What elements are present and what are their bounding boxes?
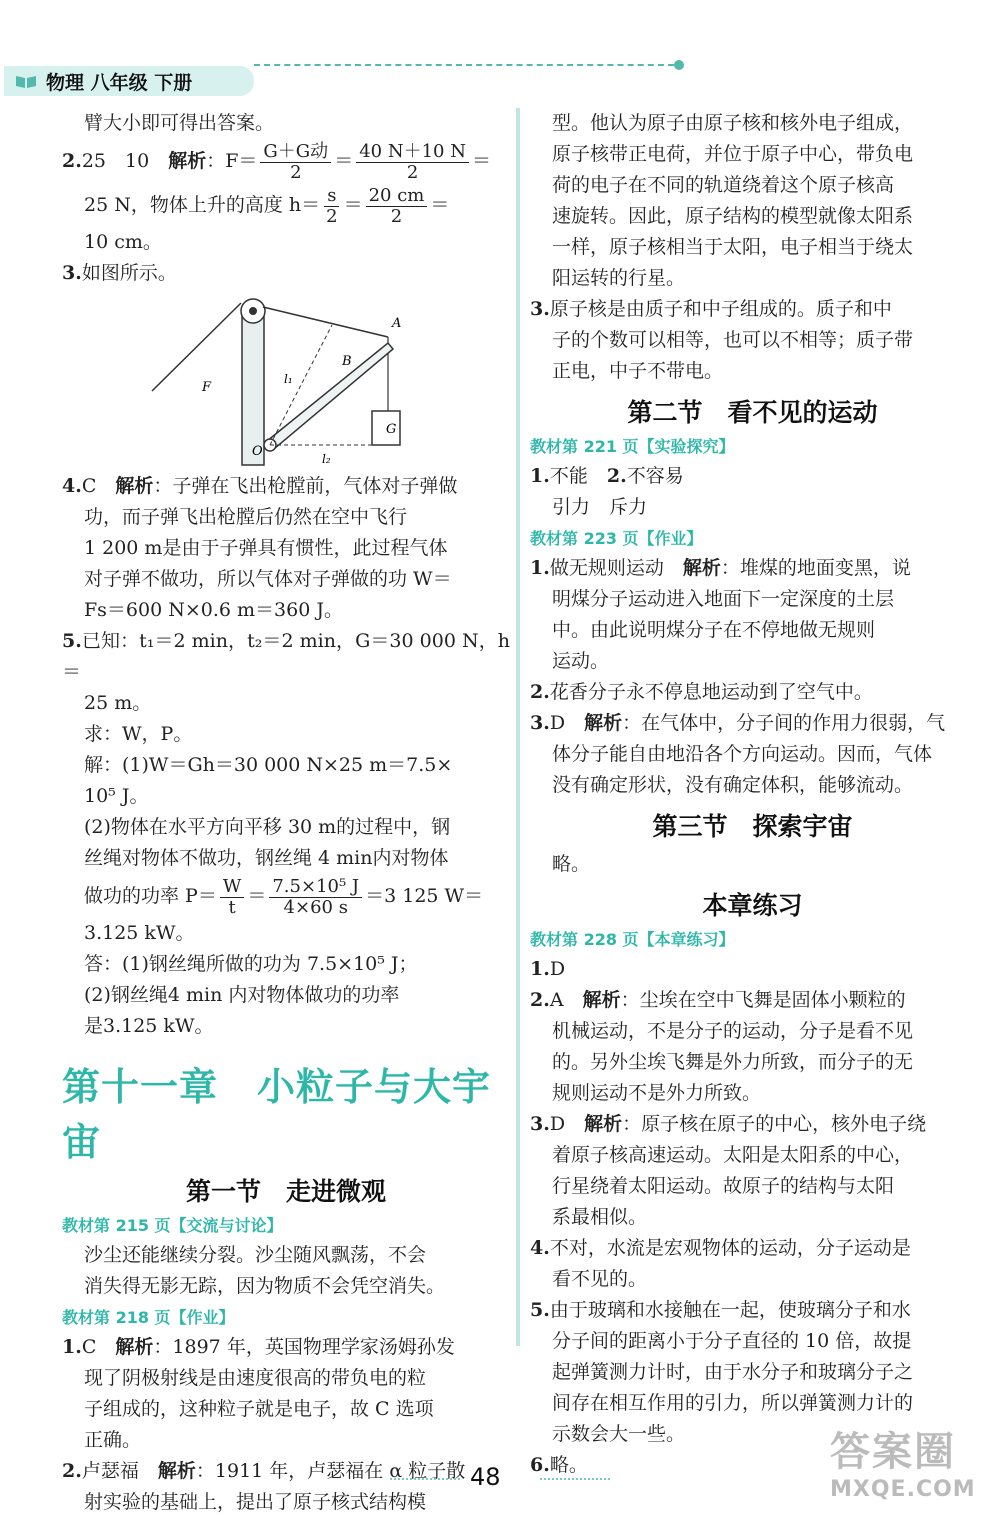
q2-frac-4-num: 20 cm	[366, 186, 428, 207]
r3-line-3: 正电，中子不带电。	[552, 360, 724, 382]
tag-223: 教材第 223 页【作业】	[530, 529, 703, 548]
left-line-1: 臂大小即可得出答案。	[84, 112, 275, 134]
label-a: A	[392, 316, 402, 331]
q5-line-11: (2)钢丝绳4 min 内对物体做功的功率	[84, 984, 400, 1006]
c5-line-1	[530, 1295, 975, 1326]
q4-line-3: 1 200 m是由于子弹具有惯性，此过程气体	[84, 537, 448, 559]
e1-number: 1.	[530, 465, 550, 487]
q2-frac-4-den: 2	[390, 205, 403, 227]
c5-number: 5.	[530, 1299, 550, 1321]
r-line-2: 原子核带正电荷，并位于原子中心，带负电	[552, 143, 914, 165]
r3-text-1: 原子核是由质子和中子组成的。质子和中	[549, 298, 892, 320]
q2-f-lhs: ：F＝	[206, 150, 258, 172]
section-3-title: 第三节 探索宇宙	[652, 812, 853, 841]
h3-number: 3.	[530, 712, 550, 734]
q2-eq-4: ＝	[430, 194, 450, 216]
a1-line-1	[62, 1332, 510, 1363]
q5-line-12: 是3.125 kW。	[84, 1015, 214, 1037]
q2-line-2	[62, 183, 510, 227]
pole	[242, 311, 264, 465]
q3-number: 3.	[62, 262, 82, 284]
label-o: O	[252, 444, 263, 459]
a2-line-2: 射实验的基础上，提出了原子核式结构模	[84, 1491, 427, 1513]
c2-line-2: 机械运动，不是分子的运动，分子是看不见	[552, 1020, 914, 1042]
page-number: 48	[470, 1463, 501, 1491]
e-line-1	[530, 461, 975, 492]
r3-number: 3.	[530, 298, 550, 320]
q2-line-2-text: 25 N，物体上升的高度 h＝	[84, 194, 321, 216]
q5-line-8	[62, 874, 510, 918]
h1-line-1	[530, 553, 975, 584]
q5-frac-2-num: 7.5×10⁵ J	[269, 877, 362, 898]
label-b: B	[342, 354, 352, 369]
rope-top	[263, 307, 388, 337]
q2-frac-3-num: s	[324, 186, 339, 207]
c2-answer: A	[549, 989, 564, 1011]
q5-line-7: 丝绳对物体不做功，钢丝绳 4 min内对物体	[84, 847, 449, 869]
q5-text-1: 已知：t₁＝2 min，t₂＝2 min，G＝30 000 N，h＝	[62, 630, 510, 683]
c2-line-3: 的。另外尘埃飞舞是外力所致，而分子的无	[552, 1051, 914, 1073]
c1-line	[530, 954, 975, 985]
c3-line-2: 着原子核高速运动。太阳是太阳系的中心，	[552, 1144, 914, 1166]
a1-line-2: 现了阴极射线是由速度很高的带负电的粒	[84, 1367, 427, 1389]
c2-number: 2.	[530, 989, 550, 1011]
c3-number: 3.	[530, 1113, 550, 1135]
watermark	[830, 1420, 990, 1510]
e2-number: 2.	[606, 465, 627, 487]
e1-text: 不能	[549, 465, 607, 487]
c5-text-1: 由于玻璃和水接触在一起，使玻璃分子和水	[549, 1299, 911, 1321]
a1-line-3: 子组成的，这种粒子就是电子，故 C 选项	[84, 1398, 434, 1420]
h3-line-2: 体分子能自由地沿各个方向运动。因而，气体	[552, 743, 933, 765]
page-header	[0, 52, 1000, 102]
t1-line-1: 沙尘还能继续分裂。沙尘随风飘荡，不会	[84, 1244, 427, 1266]
header-tab	[4, 66, 254, 96]
h1-answer: 做无规则运动	[549, 557, 664, 579]
chapter-title: 第十一章 小粒子与大宇宙	[62, 1065, 492, 1164]
tag-221: 教材第 221 页【实验探究】	[530, 437, 735, 456]
label-g: G	[386, 422, 397, 437]
e-line-2: 引力 斥力	[552, 496, 648, 518]
h3-text-1: ：在气体中，分子间的作用力很弱，气	[622, 712, 946, 734]
t1-line-2: 消失得无影无踪，因为物质不会凭空消失。	[84, 1275, 446, 1297]
q5-line-1	[62, 626, 510, 688]
r-line-6: 阳运转的行星。	[552, 267, 686, 289]
force-f-line	[152, 303, 241, 391]
c4-line-2: 看不见的。	[552, 1268, 648, 1290]
r-line-3: 荷的电子在不同的轨道绕着这个原子核高	[552, 174, 895, 196]
c6-text: 略。	[549, 1454, 588, 1476]
r-line-5: 一样，原子核相当于太阳，电子相当于绕太	[552, 236, 914, 258]
q3-line	[62, 258, 510, 289]
c3-line-4: 系最相似。	[552, 1206, 648, 1228]
a1-text-1: ：1897 年，英国物理学家汤姆孙发	[153, 1336, 455, 1358]
q4-line-1	[62, 471, 510, 502]
c2-label: 解析	[582, 989, 621, 1011]
q5-frac-2-den: 4×60 s	[283, 896, 348, 918]
section-2-title: 第二节 看不见的运动	[627, 398, 878, 427]
q2-frac-3	[323, 186, 340, 227]
tag-215: 教材第 215 页【交流与讨论】	[62, 1216, 283, 1235]
h2-line	[530, 677, 975, 708]
a2-number: 2.	[62, 1460, 82, 1482]
q5-line-10: 答：(1)钢丝绳所做的功为 7.5×10⁵ J；	[84, 953, 418, 975]
c2-line-1	[530, 985, 975, 1016]
pulley-axle	[249, 307, 257, 315]
h2-text: 花香分子永不停息地运动到了空气中。	[549, 681, 873, 703]
q5-line-4: 解：(1)W＝Gh＝30 000 N×25 m＝7.5×	[84, 754, 453, 776]
q2-frac-1	[260, 142, 331, 183]
h3-line-3: 没有确定形状，没有确定体积，能够流动。	[552, 774, 914, 796]
label-l2: l₂	[322, 452, 331, 466]
lever-diagram	[202, 291, 412, 467]
q2-frac-1-den: 2	[290, 161, 302, 183]
c3-answer: D	[549, 1113, 566, 1135]
c2-text-1: ：尘埃在空中飞舞是固体小颗粒的	[620, 989, 906, 1011]
h1-label: 解析	[682, 557, 721, 579]
section-1-title: 第一节 走进微观	[185, 1177, 386, 1206]
watermark-main: 答案圈	[830, 1429, 956, 1475]
q4-text-1: ：子弹在飞出枪膛前，气体对子弹做	[153, 475, 458, 497]
h3-label: 解析	[584, 712, 623, 734]
a2-text-1: ：1911 年，卢瑟福在 α 粒子散	[195, 1460, 466, 1482]
q2-line-3: 10 cm。	[84, 231, 162, 253]
e2-text: 不容易	[626, 465, 684, 487]
q5-line-6: (2)物体在水平方向平移 30 m的过程中，钢	[84, 816, 451, 838]
q5-line-2: 25 m。	[84, 692, 152, 714]
q2-eq-3: ＝	[343, 194, 363, 216]
h1-text-1: ：堆煤的地面变黑，说	[720, 557, 911, 579]
q2-answer: 25 10	[81, 150, 150, 172]
footer-deco-left	[390, 1478, 460, 1486]
q5-line-3: 求：W，P。	[84, 723, 193, 745]
h1-number: 1.	[530, 557, 550, 579]
q2-frac-3-den: 2	[326, 205, 338, 227]
q2-frac-2	[356, 142, 469, 183]
q5-text-8b: ＝3 125 W＝	[365, 885, 484, 907]
q5-frac-1-den: t	[228, 896, 236, 918]
q4-line-4: 对子弹不做功，所以气体对子弹做的功 W＝	[84, 568, 452, 590]
right-column	[530, 108, 975, 1481]
q5-frac-1-num: W	[220, 877, 245, 898]
c6-number: 6.	[530, 1454, 550, 1476]
c3-label: 解析	[584, 1113, 623, 1135]
q4-label: 解析	[115, 475, 154, 497]
label-l1: l₁	[284, 372, 293, 386]
c1-answer: D	[549, 958, 566, 980]
q2-frac-1-num: G＋G动	[260, 142, 331, 163]
h1-line-4: 运动。	[552, 650, 610, 672]
q4-number: 4.	[62, 475, 82, 497]
q5-eq: ＝	[247, 885, 267, 907]
r3-line-1	[530, 294, 975, 325]
watermark-sub: MXQE.COM	[830, 1477, 976, 1502]
r-line-4: 速旋转。因此，原子结构的模型就像太阳系	[552, 205, 914, 227]
q4-answer: C	[81, 475, 97, 497]
a1-answer: C	[81, 1336, 97, 1358]
c5-line-3: 起弹簧测力计时，由于水分子和玻璃分子之	[552, 1361, 914, 1383]
tag-218: 教材第 218 页【作业】	[62, 1308, 235, 1327]
left-column	[62, 108, 510, 1518]
column-divider	[516, 108, 520, 1346]
q3-text: 如图所示。	[81, 262, 177, 284]
a1-line-4: 正确。	[84, 1429, 142, 1451]
q5-text-8a: 做功的功率 P＝	[84, 885, 217, 907]
a1-label: 解析	[115, 1336, 154, 1358]
q4-line-2: 功，而子弹飞出枪膛后仍然在空中飞行	[84, 506, 408, 528]
q5-line-9: 3.125 kW。	[84, 922, 195, 944]
s3-line: 略。	[552, 853, 591, 875]
c4-number: 4.	[530, 1237, 550, 1259]
header-dot	[674, 60, 684, 70]
q2-eq-1: ＝	[334, 150, 354, 172]
header-title: 物理 八年级 下册	[46, 71, 193, 94]
c4-line-1	[530, 1233, 975, 1264]
header-dashed-line	[254, 64, 674, 66]
r-line-1: 型。他认为原子由原子核和核外电子组成，	[552, 112, 914, 134]
h1-line-2: 明煤分子运动进入地面下一定深度的土层	[552, 588, 895, 610]
q2-frac-2-num: 40 N＋10 N	[356, 142, 469, 163]
q2-label: 解析	[168, 150, 207, 172]
q2-number: 2.	[62, 150, 82, 172]
c3-line-3: 行星绕着太阳运动。故原子的结构与太阳	[552, 1175, 895, 1197]
book-icon	[14, 74, 38, 90]
footer-deco-right	[540, 1478, 610, 1486]
q5-line-5: 10⁵ J。	[84, 785, 149, 807]
a2-label: 解析	[157, 1460, 196, 1482]
c3-line-1	[530, 1109, 975, 1140]
q5-number: 5.	[62, 630, 82, 652]
c2-line-4: 规则运动不是外力所致。	[552, 1082, 762, 1104]
q4-line-5: Fs＝600 N×0.6 m＝360 J。	[84, 599, 343, 621]
h2-number: 2.	[530, 681, 550, 703]
q5-frac-2	[269, 877, 362, 918]
q2-frac-2-den: 2	[406, 161, 419, 183]
r3-line-2: 子的个数可以相等，也可以不相等；质子带	[552, 329, 914, 351]
tag-228: 教材第 228 页【本章练习】	[530, 930, 735, 949]
a2-answer: 卢瑟福	[81, 1460, 139, 1482]
section-4-title: 本章练习	[702, 891, 803, 920]
h3-answer: D	[549, 712, 566, 734]
h1-line-3: 中。由此说明煤分子在不停地做无规则	[552, 619, 876, 641]
q2-line-1	[62, 139, 510, 183]
c4-text-1: 不对，水流是宏观物体的运动，分子运动是	[549, 1237, 911, 1259]
q2-frac-4	[366, 186, 428, 227]
a1-number: 1.	[62, 1336, 82, 1358]
q2-eq-2: ＝	[471, 150, 491, 172]
label-f: F	[202, 380, 212, 395]
c5-line-2: 分子间的距离小于分子直径的 10 倍，故提	[552, 1330, 912, 1352]
h3-line-1	[530, 708, 975, 739]
q5-frac-1	[220, 877, 245, 918]
c5-line-5: 示数会大一些。	[552, 1423, 686, 1445]
c5-line-4: 间存在相互作用的引力，所以弹簧测力计的	[552, 1392, 914, 1414]
c3-text-1: ：原子核在原子的中心，核外电子绕	[622, 1113, 927, 1135]
c1-number: 1.	[530, 958, 550, 980]
